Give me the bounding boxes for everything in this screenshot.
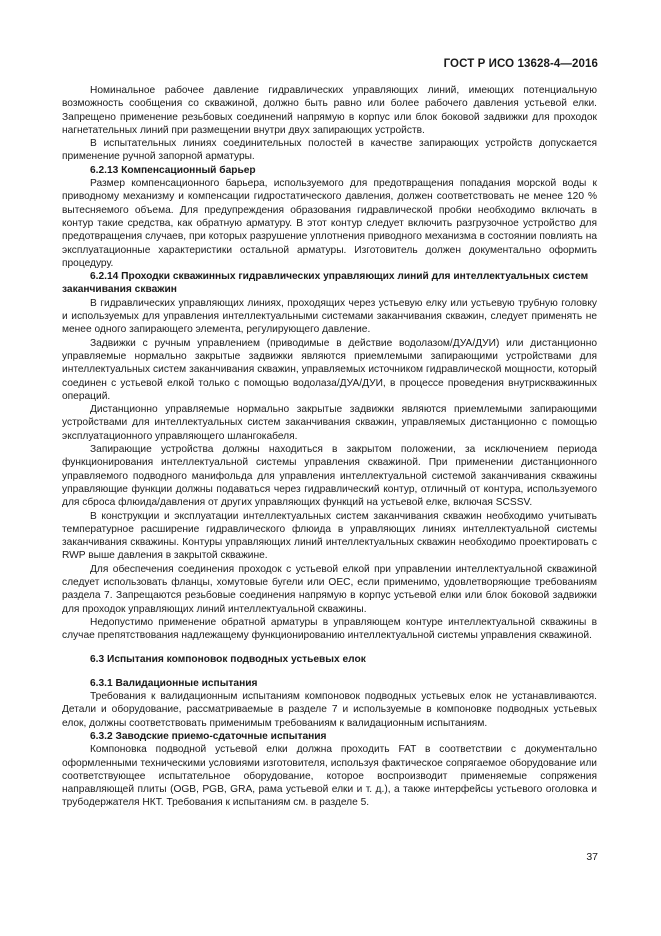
paragraph-fat: Компоновка подводной устьевой елки должна проходить FAT в соответствии с документально оформленными техническими условиями изготовителя, используя фактическое сопрягаемое оборудование или соответствующее испытательное оборудование, которое воспроизводит применяемые сопряжения направляющей плиты (OGB, PGB, GRA, рама устьевой елки и т. д.), а также интерфейсы устьевого оголовка и трубодержателя НКТ. Требования к испытаниям см. в разделе 5. — [62, 744, 597, 809]
heading-6-2-13: 6.2.13 Компенсационный барьер — [90, 164, 256, 176]
document-code: ГОСТ Р ИСО 13628-4—2016 — [443, 58, 598, 70]
paragraph-closed-position: Запирающие устройства должны находиться в закрытом положении, за исключением периода функционирования интеллектуальной системы управления скважиной. При применении дистанционного управляемого подводного манифольда для управления интеллектуальной системой заканчивания скважины управляющие функции должны подаваться через гидравлический контур, отличный от контура, используемого для сброса флюида/давления от других управляющих функций на устьевой елке, включая SCSSV. — [62, 444, 597, 509]
paragraph-check-valves: Недопустимо применение обратной арматуры в управляющем контуре интеллектуальной скважины в случае препятствования надлежащему функционированию интеллектуальной системы управления скважиной. — [62, 616, 597, 642]
paragraph-test-lines: В испытательных линиях соединительных полостей в качестве запирающих устройств допускается применение ручной запорной арматуры. — [62, 138, 597, 163]
paragraph-thermal-expansion: В конструкции и эксплуатации интеллектуальных систем заканчивания скважин необходимо учитывать температурное расширение гидравлического флюида в управляющих линиях интеллектуальной системы заканчивания скважины. Контуры управляющих линий интеллектуальных скважин необходимо проектировать с RWP выше давления в закрытой скважине. — [62, 510, 597, 562]
paragraph-connections: Для обеспечения соединения проходок с устьевой елкой при управлении интеллектуальной скважиной следует использовать фланцы, хомутовые бугели или ОЕС, если применимо, удовлетворяющие требованиям раздела 7. Запрещаются резьбовые соединения напрямую в корпус устьевой елки или блок боковой задвижки для проходок управляющих линий интеллектуальной скважины. — [62, 563, 597, 615]
heading-6-3-1: 6.3.1 Валидационные испытания — [90, 677, 258, 689]
heading-6-2-14: 6.2.14 Проходки скважинных гидравлических управляющих линий для интеллектуальных систем заканчивания скважин — [62, 271, 589, 296]
paragraph-remote-valves: Дистанционно управляемые нормально закрытые задвижки являются приемлемыми запирающими устройствами для интеллектуальных систем заканчивания скважин, управляемых дистанционно с помощью эксплуатационного управляющего шлангокабеля. — [62, 404, 597, 442]
heading-6-3-2: 6.3.2 Заводские приемо-сдаточные испытания — [90, 730, 327, 742]
paragraph-validation-tests: Требования к валидационным испытаниям компоновок подводных устьевых елок не устанавливаются. Детали и оборудование, рассматриваемые в разделе 7 и используемые в компоновке подводных устьевых елок, должны соответствовать применимым требованиям к валидационным испытаниям. — [62, 691, 597, 729]
heading-6-3: 6.3 Испытания компоновок подводных устьевых елок — [90, 654, 366, 666]
page-number: 37 — [586, 851, 598, 863]
paragraph-working-pressure: Номинальное рабочее давление гидравлических управляющих линий, имеющих потенциальную возможность сообщения со скважиной, должно быть равно или более рабочего давления устьевой елки. Запрещено применение резьбовых соединений напрямую в корпус или блок боковой задвижки для проходок нагнетательных линий при размещении внутри двух запирающих устройств. — [62, 85, 597, 136]
paragraph-compensation-barrier: Размер компенсационного барьера, используемого для предотвращения попадания морской воды к приводному механизму и компенсации гидростатического давления, должен соответствовать не менее 120 % вытесняемого объема. Для предупреждения образования гидравлической пробки необходимо включать в контур такие средства, как обратную арматуру. В этот контур следует включить разгрузочное устройство для предотвращения случаев, при которых разрушение уплотнения приводного механизма в состоянии повлиять на эксплуатационные характеристики остальной арматуры. Изготовитель должен документально оформить процедуру. — [62, 178, 597, 269]
paragraph-hydraulic-lines: В гидравлических управляющих линиях, проходящих через устьевую елку или устьевую трубную головку и используемых для управления интеллектуальными системами заканчивания скважин, следует применять не менее одного запирающего элемента, регулирующего давление. — [62, 297, 597, 336]
page-body — [62, 84, 597, 810]
paragraph-manual-valves: Задвижки с ручным управлением (приводимые в действие водолазом/ДУА/ДУИ) или дистанционно управляемые нормально закрытые задвижки являются приемлемыми запирающими устройствами для интеллектуальных систем заканчивания скважин, управляемых источником гидравлической мощности, который соединен с устьевой елкой только с помощью водолаза/ДУА/ДУИ, в процессе проведения внутрискважинных операций. — [62, 337, 597, 402]
